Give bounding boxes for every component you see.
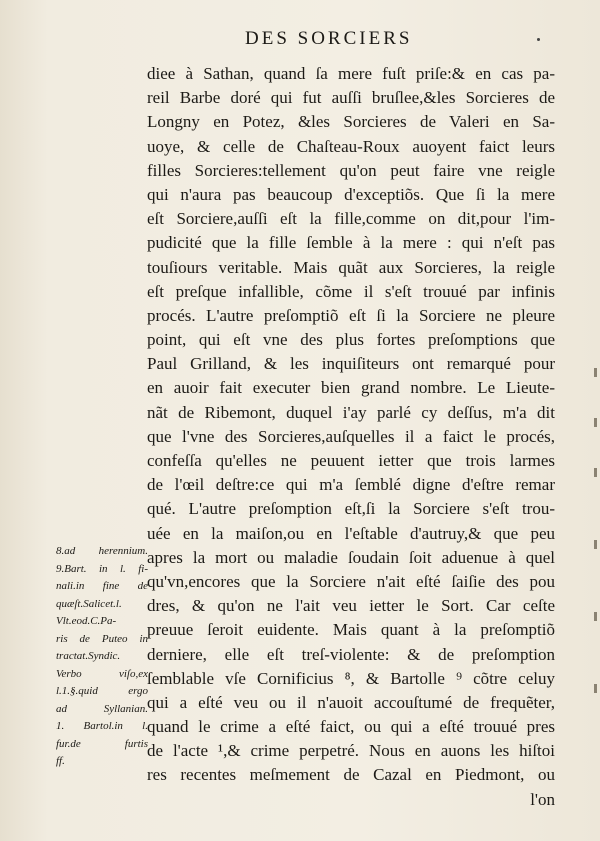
edge-show-through-mark — [594, 540, 597, 549]
text-line: point, qui eſt vne des plus fortes preſomptions que — [147, 330, 555, 350]
margin-note-line: 1. Bartol.in l. — [56, 720, 148, 732]
edge-show-through-mark — [594, 468, 597, 477]
margin-note-line: Vlt.eod.C.Pa- — [56, 615, 117, 627]
text-line: procés. L'autre preſomptiõ eſt ſi la Sorciere ne pleure — [147, 305, 555, 325]
margin-note-line: ff. — [56, 755, 65, 767]
text-line: que l'vne des Sorcieres,auſquelles il a faict le procés, — [147, 426, 555, 446]
text-line: derniere, elle eſt treſ-violente: & de preſomption — [147, 644, 555, 664]
text-line: ſemblable vſe Cornificius ⁸, & Bartolle ⁹ cõtre celuy — [147, 668, 555, 688]
margin-note-line: ad Syllanian. — [56, 702, 148, 715]
margin-note-line: ris de Puteo in — [56, 632, 148, 645]
text-line: apres la mort ou maladie ſoudain ſoit aduenue à quel — [147, 547, 555, 567]
text-line: qui a eſté veu ou il n'auoit accouſtumé de frequẽter, — [147, 692, 555, 712]
text-line: res recentes meſmement de Cazal en Piedmont, ou — [147, 765, 555, 785]
header-ornament — [537, 38, 540, 41]
text-line: confeſſa qu'elles ne peuuent ietter que trois larmes — [147, 451, 555, 470]
text-line: qu'vn,encores que la Sorciere n'ait eſté ſaiſie des pou — [147, 571, 555, 591]
text-line: touſiours veritable. Mais quãt aux Sorcieres, la reigle — [147, 257, 555, 277]
text-line: filles Sorcieres:tellement qu'on peut faire vne reigle — [147, 160, 555, 180]
text-line: reil Barbe doré qui fut auſſi bruſlee,&les Sorcieres de — [147, 88, 555, 108]
margin-note-line: Verbo viſo,ex — [56, 667, 148, 680]
text-line: diee à Sathan, quand ſa mere fuſt priſe:& en cas pa- — [147, 64, 555, 83]
text-line: Longny en Potez, &les Sorcieres de Valeri en Sa- — [147, 112, 555, 132]
text-line: eſt Sorciere,auſſi eſt la fille,comme on dit,pour l'im- — [147, 209, 555, 229]
text-line: qué. L'autre preſomption eſt,ſi la Sorciere s'eſt trou- — [147, 499, 555, 519]
text-line: pudicité que la fille ſemble à la mere : qui n'eſt pas — [147, 233, 555, 253]
main-text-block — [147, 62, 555, 812]
text-line: uoye, & celle de Chaſteau-Roux auoyent faict leurs — [147, 136, 555, 156]
text-line: nãt de Ribemont, duquel i'ay parlé cy deſſus, m'a dit — [147, 402, 555, 422]
text-line: quand le crime a eſté faict, ou qui a eſté trouué pres — [147, 717, 555, 737]
margin-note-line: quæſt.Salicet.l. — [56, 597, 122, 610]
text-line: preuue ſeroit euidente. Mais quant à la preſomptiõ — [147, 620, 555, 640]
running-header: DES SORCIERS — [245, 28, 413, 49]
text-line: dres, & qu'on ne l'ait veu ietter le Sort. Car ceſte — [147, 596, 555, 616]
text-line: eſt preſque infallible, cõme il s'eſt trouué par infinis — [147, 281, 555, 301]
edge-show-through-mark — [594, 684, 597, 693]
margin-note-line: 9.Bart. in l. fi- — [56, 562, 148, 575]
text-line: qui n'aura pas beaucoup d'exceptiõs. Que ſi la mere — [147, 184, 555, 204]
edge-show-through-mark — [594, 368, 597, 377]
edge-show-through-mark — [594, 418, 597, 427]
text-line: uée en la maiſon,ou en l'eſtable d'autruy,& que peu — [147, 523, 555, 543]
text-line: de l'acte ¹,& crime perpetré. Nous en auons les hiſtoi — [147, 741, 555, 761]
margin-note-line: tractat.Syndic. — [56, 650, 121, 662]
margin-note-line: fur.de furtis — [56, 737, 148, 750]
text-line: Paul Grilland, & les inquiſiteurs ont remarqué pour — [147, 354, 555, 374]
margin-note-line: 8.ad herennium. — [56, 545, 148, 557]
margin-note-line: l.1.§.quid ergo — [56, 685, 148, 697]
text-line: en auoir fait executer bien grand nombre. Le Lieute- — [147, 378, 555, 398]
marginal-notes — [56, 543, 148, 771]
text-line: de l'œil deſtre:ce qui m'a ſemblé digne d'eſtre remar — [147, 475, 555, 495]
catchword: l'on — [530, 789, 555, 809]
margin-note-line: nali.in fine de — [56, 580, 148, 592]
edge-show-through-mark — [594, 612, 597, 621]
